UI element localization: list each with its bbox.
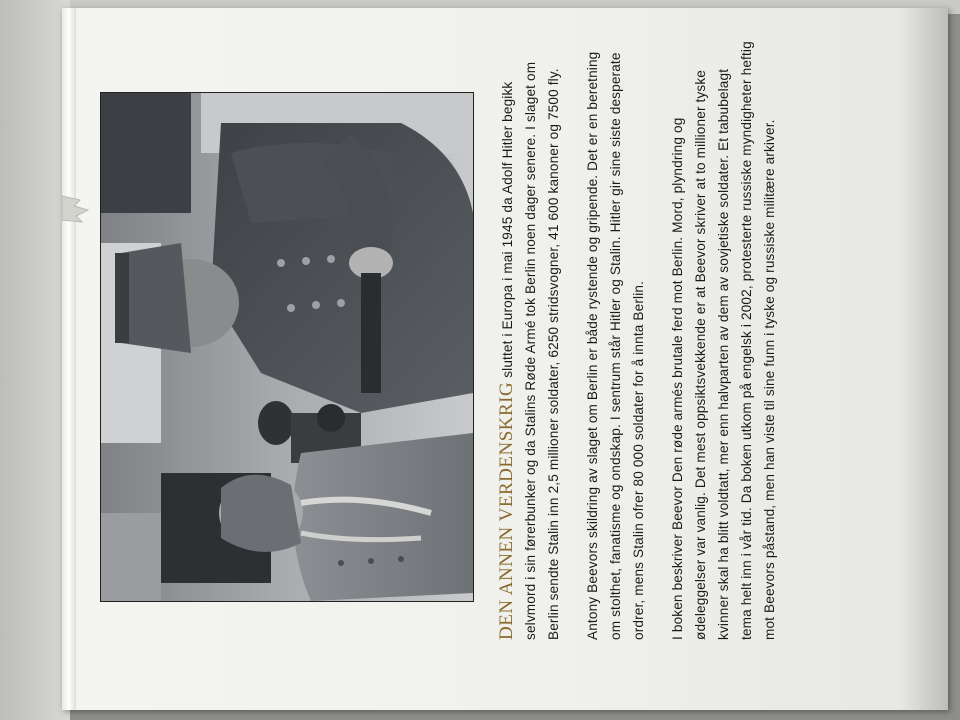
paragraph-2: Antony Beevors skildring av slaget om Berlin er både rystende og gripende. Det er en beretning om stolthet, fanatisme og ondskap. I sentrum står Hitler og Stalin. Hitler gir sine siste desperate ordrer, mens Stalin ofrer 80 000 soldater for å innta Berlin. [585, 51, 646, 640]
cover-shadow [900, 8, 948, 710]
intro-text: sluttet i Europa i mai 1945 da Adolf Hitler begikk selvmord i sin førerbunker og da Stalins Røde Armé tok Berlin noen dager senere. I slaget om Berlin sendte Stalin inn 2,5 millioner soldater, 6250 stridsvogner, 41 600 kanoner og 7500 fly. [500, 61, 561, 640]
paragraph-3: I boken beskriver Beevor Den røde armés brutale ferd mot Berlin. Mord, plyndring og ødeleggelser var vanlig. Det mest oppsiktsvekkende er at Beevor skriver at to millioner tyske kvinner skal ha blitt voldtatt, mer enn halvparten av dem av sovjetiske soldater. Et tabubelagt tema helt inn i vår tid. Da boken utkom på engelsk i 2002, protesterte russiske myndigheter heftig mot Beevors påstand, men han viste til sine funn i tyske og russiske militære arkiver. [670, 41, 777, 640]
cover-photograph [100, 92, 474, 602]
heading: DEN ANNEN VERDENSKRIG [496, 381, 517, 640]
table-surface-left [0, 0, 70, 720]
back-cover-text [495, 40, 781, 640]
torn-dust-jacket-edge [62, 190, 96, 226]
intro-paragraph [495, 40, 565, 640]
book-spine-edge [62, 8, 76, 710]
